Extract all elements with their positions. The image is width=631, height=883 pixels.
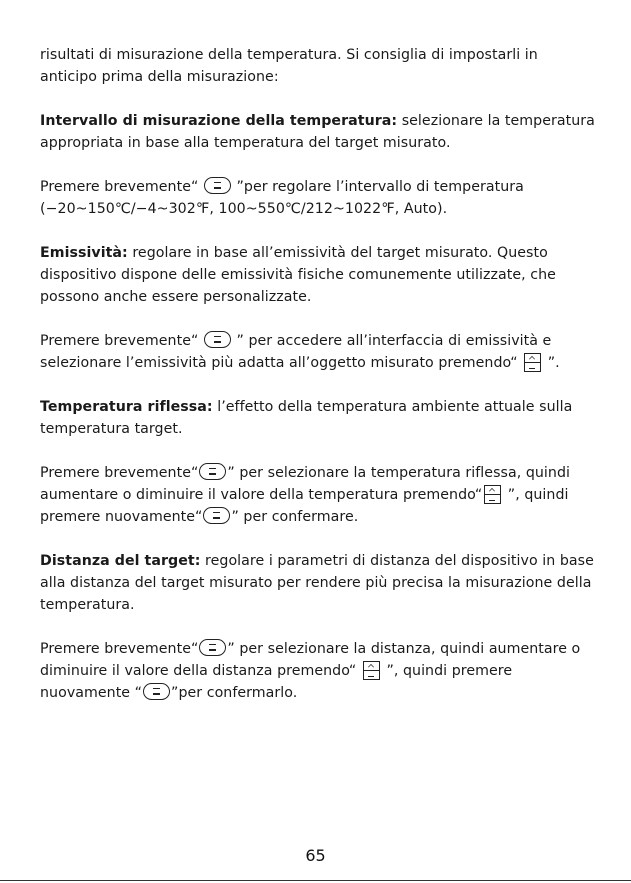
distance-instruction-line-3 xyxy=(40,682,596,704)
up-down-button-icon xyxy=(524,353,541,372)
menu-button-icon xyxy=(204,331,231,348)
reflected-instruction-text-c: aumentare o diminuire il valore della temperatura premendo“ xyxy=(40,487,483,503)
distance-instruction-text-c: diminuire il valore della distanza premendo“ xyxy=(40,663,361,679)
distance-text: regolare i parametri di distanza del dispositivo in base xyxy=(200,553,594,569)
range-instruction-text-b: ”per regolare l’intervallo di temperatura xyxy=(231,179,524,195)
range-instruction-line-1 xyxy=(40,176,596,198)
reflected-temp-heading-line xyxy=(40,396,596,418)
reflected-temp-text: l’effetto della temperatura ambiente attuale sulla xyxy=(212,399,573,415)
reflected-instruction-text-d: ”, quindi xyxy=(503,487,569,503)
emissivity-instruction-line-1 xyxy=(40,330,596,352)
reflected-instruction-text-b: ” per selezionare la temperatura riflessa, quindi xyxy=(227,465,571,481)
reflected-instruction-text-a: Premere brevemente“ xyxy=(40,465,199,481)
emissivity-heading-line xyxy=(40,242,596,264)
reflected-instruction-line-1 xyxy=(40,462,596,484)
reflected-temp-heading: Temperatura riflessa: xyxy=(40,399,213,415)
emissivity-instruction-text-d: ”. xyxy=(543,355,560,371)
distance-instruction-line-2 xyxy=(40,660,596,682)
distance-heading: Distanza del target: xyxy=(40,553,201,569)
range-instruction-text-a: Premere brevemente“ xyxy=(40,179,203,195)
reflected-instruction-line-2 xyxy=(40,484,596,506)
distance-line-2: alla distanza del target misurato per rendere più precisa la misurazione della xyxy=(40,575,592,591)
reflected-instruction-line-3 xyxy=(40,506,596,528)
distance-instruction-text-e: nuovamente “ xyxy=(40,685,143,701)
menu-button-icon xyxy=(199,463,226,480)
up-down-button-icon xyxy=(484,485,501,504)
page-number: 65 xyxy=(305,846,326,865)
menu-button-icon xyxy=(203,507,230,524)
emissivity-line-2: dispositivo dispone delle emissività fisiche comunemente utilizzate, che xyxy=(40,267,556,283)
paragraph-intro-line-1: risultati di misurazione della temperatura. Si consiglia di impostarli in xyxy=(40,47,538,63)
distance-instruction-text-d: ”, quindi premere xyxy=(381,663,513,679)
temperature-range-line-2: appropriata in base alla temperatura del target misurato. xyxy=(40,135,451,151)
distance-line-3: temperatura. xyxy=(40,597,135,613)
range-values-line: (−20~150℃/−4~302℉, 100~550℃/212~1022℉, Auto). xyxy=(40,201,448,217)
menu-button-icon xyxy=(204,177,231,194)
emissivity-heading: Emissività: xyxy=(40,245,128,261)
distance-instruction-line-1 xyxy=(40,638,596,660)
reflected-temp-line-2: temperatura target. xyxy=(40,421,183,437)
up-down-button-icon xyxy=(363,661,380,680)
distance-instruction-text-f: ”per confermarlo. xyxy=(171,685,298,701)
distance-instruction-text-b: ” per selezionare la distanza, quindi aumentare o xyxy=(227,641,581,657)
footer-divider xyxy=(0,880,631,881)
temperature-range-heading-line xyxy=(40,110,596,132)
reflected-instruction-text-f: ” per confermare. xyxy=(231,509,359,525)
menu-button-icon xyxy=(143,683,170,700)
paragraph-intro-line-2: anticipo prima della misurazione: xyxy=(40,69,279,85)
menu-button-icon xyxy=(199,639,226,656)
emissivity-instruction-line-2 xyxy=(40,352,596,374)
emissivity-instruction-text-c: selezionare l’emissività più adatta all’oggetto misurato premendo“ xyxy=(40,355,523,371)
manual-page-body xyxy=(40,44,596,704)
emissivity-instruction-text-a: Premere brevemente“ xyxy=(40,333,203,349)
emissivity-instruction-text-b: ” per accedere all’interfaccia di emissività e xyxy=(231,333,552,349)
emissivity-text: regolare in base all’emissività del target misurato. Questo xyxy=(127,245,548,261)
distance-instruction-text-a: Premere brevemente“ xyxy=(40,641,199,657)
temperature-range-text: selezionare la temperatura xyxy=(397,113,595,129)
reflected-instruction-text-e: premere nuovamente“ xyxy=(40,509,203,525)
distance-heading-line xyxy=(40,550,596,572)
temperature-range-heading: Intervallo di misurazione della temperatura: xyxy=(40,113,398,129)
emissivity-line-3: possono anche essere personalizzate. xyxy=(40,289,312,305)
